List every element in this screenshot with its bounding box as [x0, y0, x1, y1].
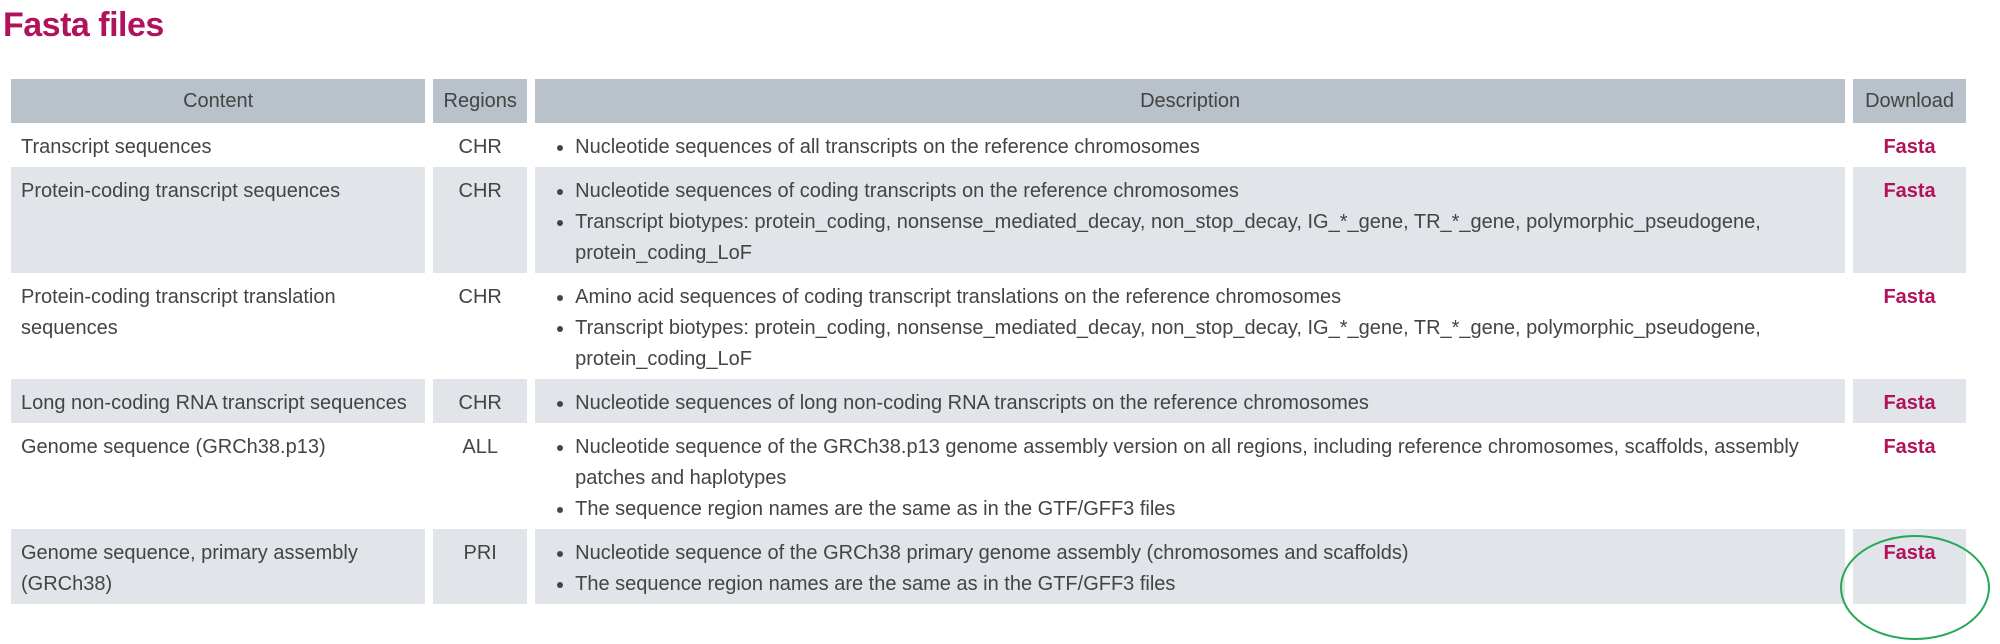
section-title: Fasta files: [3, 6, 164, 44]
content-cell: Protein-coding transcript translation sequences: [21, 286, 336, 339]
description-item: • Transcript biotypes: protein_coding, nonsense_mediated_decay, non_stop_decay, IG_*_gene, TR_*_gene, polymorphic_pseudogene, protein_coding_LoF: [575, 207, 1835, 269]
header-download: Download: [1853, 79, 1966, 123]
table-row: [11, 379, 1966, 423]
description-item: • Amino acid sequences of coding transcript translations on the reference chromosomes: [575, 282, 1835, 313]
download-cell: [1853, 273, 1966, 379]
download-cell: [1853, 167, 1966, 273]
download-cell: [1853, 123, 1966, 167]
description-item: • The sequence region names are the same as in the GTF/GFF3 files: [575, 494, 1835, 525]
description-item: • Nucleotide sequences of long non-coding RNA transcripts on the reference chromosomes: [575, 388, 1835, 419]
region-cell: CHR: [458, 136, 502, 158]
table-row: [11, 167, 1966, 273]
fasta-download-link[interactable]: Fasta: [1883, 436, 1936, 458]
table-row: [11, 273, 1966, 379]
description-item: • Nucleotide sequence of the GRCh38 primary genome assembly (chromosomes and scaffolds): [575, 538, 1835, 569]
fasta-download-link[interactable]: Fasta: [1883, 542, 1936, 564]
download-cell: [1853, 379, 1966, 423]
description-cell: [535, 423, 1845, 529]
region-cell: PRI: [433, 529, 527, 604]
content-cell: Transcript sequences: [21, 136, 212, 158]
description-item: • The sequence region names are the same as in the GTF/GFF3 files: [575, 569, 1835, 600]
header-content: Content: [11, 79, 425, 123]
download-cell: [1853, 423, 1966, 529]
description-item: • Nucleotide sequences of coding transcripts on the reference chromosomes: [575, 176, 1835, 207]
fasta-download-link[interactable]: Fasta: [1883, 392, 1936, 414]
description-item: • Nucleotide sequence of the GRCh38.p13 genome assembly version on all regions, including reference chromosomes, scaffolds, assembly patches and haplotypes: [575, 432, 1835, 494]
fasta-download-link[interactable]: Fasta: [1883, 286, 1936, 308]
region-cell: ALL: [462, 436, 498, 458]
download-cell: [1853, 529, 1966, 604]
table-header-row: [11, 79, 1966, 123]
description-cell: [535, 379, 1845, 423]
header-description: Description: [535, 79, 1845, 123]
content-cell: Genome sequence, primary assembly (GRCh38): [11, 529, 425, 604]
region-cell: CHR: [433, 167, 527, 273]
header-regions: Regions: [433, 79, 527, 123]
region-cell: CHR: [433, 379, 527, 423]
fasta-download-link[interactable]: Fasta: [1883, 180, 1936, 202]
fasta-files-table: [3, 79, 1974, 604]
description-item: • Transcript biotypes: protein_coding, nonsense_mediated_decay, non_stop_decay, IG_*_gene, TR_*_gene, polymorphic_pseudogene, protein_coding_LoF: [575, 313, 1835, 375]
description-cell: [535, 167, 1845, 273]
fasta-download-link[interactable]: Fasta: [1883, 136, 1936, 158]
description-cell: [535, 273, 1845, 379]
region-cell: CHR: [458, 286, 502, 308]
table-row: [11, 423, 1966, 529]
description-item: • Nucleotide sequences of all transcripts on the reference chromosomes: [575, 132, 1835, 163]
content-cell: Long non-coding RNA transcript sequences: [11, 379, 425, 423]
table-row: [11, 529, 1966, 604]
content-cell: Genome sequence (GRCh38.p13): [21, 436, 326, 458]
table-row: [11, 123, 1966, 167]
content-cell: Protein-coding transcript sequences: [11, 167, 425, 273]
description-cell: [535, 123, 1845, 167]
description-cell: [535, 529, 1845, 604]
